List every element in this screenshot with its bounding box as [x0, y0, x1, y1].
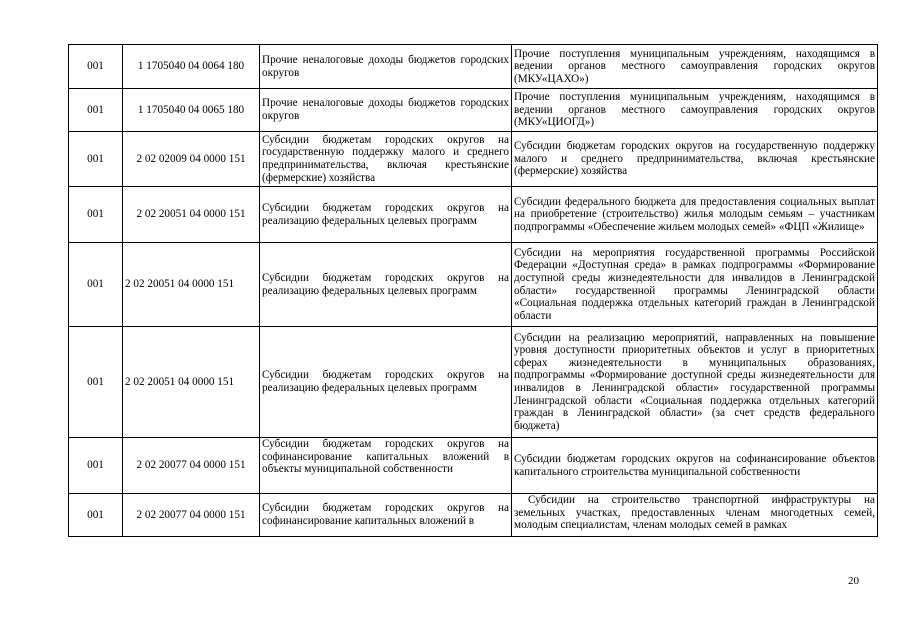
revenue-name-cell: Субсидии бюджетам городских округов на реализацию федеральных целевых программ: [260, 327, 512, 438]
budget-code-cell: 2 02 20051 04 0000 151: [123, 243, 260, 327]
budget-code-cell: 2 02 20051 04 0000 151: [123, 327, 260, 438]
budget-code-cell: 2 02 20077 04 0000 151: [123, 438, 260, 494]
budget-code-cell: 1 1705040 04 0065 180: [123, 89, 260, 132]
revenue-description-cell: Субсидии на реализацию мероприятий, направленных на повышение уровня доступности приоритетных объектов и услуг в приоритетных сферах жизнедеятельности в муниципальных образованиях, подпрограммы «Формирование доступной среды жизнедеятельности для инвалидов в Ленинградской области» государственной программы Ленинградской области «Социальная поддержка отдельных категорий граждан в Ленинградской области» (за счет средств федерального бюджета): [512, 327, 878, 438]
budget-code-cell: 1 1705040 04 0064 180: [123, 45, 260, 89]
table-row: [69, 327, 878, 438]
revenue-description-cell: Субсидии бюджетам городских округов на софинансирование объектов капитального строительства муниципальной собственности: [512, 438, 878, 494]
admin-code-cell: 001: [69, 132, 123, 187]
budget-code-cell: 2 02 20077 04 0000 151: [123, 494, 260, 537]
revenue-name-cell: Субсидии бюджетам городских округов на реализацию федеральных целевых программ: [260, 243, 512, 327]
revenue-description-cell: Прочие поступления муниципальным учреждениям, находящимся в ведении органов местного самоуправления городских округов (МКУ«ЦАХО»): [512, 45, 878, 89]
revenue-name-cell: Субсидии бюджетам городских округов на реализацию федеральных целевых программ: [260, 187, 512, 243]
revenue-codes-table: [68, 44, 878, 537]
revenue-description-cell: Прочие поступления муниципальным учреждениям, находящимся в ведении органов местного самоуправления городских округов (МКУ«ЦИОГД»): [512, 89, 878, 132]
revenue-description-cell: Субсидии на мероприятия государственной программы Российской Федерации «Доступная среда» в рамках подпрограммы «Формирование доступной среды жизнедеятельности для инвалидов в Ленинградской области» государственной программы Ленинградской области «Социальная поддержка отдельных категорий граждан в Ленинградской области: [512, 243, 878, 327]
table-row: [69, 243, 878, 327]
budget-code-cell: 2 02 20051 04 0000 151: [123, 187, 260, 243]
revenue-description-cell: Субсидии федерального бюджета для предоставления социальных выплат на приобретение (строительство) жилья молодым семьям – участникам подпрограммы «Обеспечение жильем молодых семей» «ФЦП «Жилище»: [512, 187, 878, 243]
admin-code-cell: 001: [69, 494, 123, 537]
admin-code-cell: 001: [69, 243, 123, 327]
table-row: [69, 187, 878, 243]
table-row: [69, 45, 878, 89]
admin-code-cell: 001: [69, 327, 123, 438]
revenue-description-cell: Субсидии на строительство транспортной инфраструктуры на земельных участках, предоставленных членам многодетных семей, молодым специалистам, членам молодых семей в рамках: [512, 494, 878, 537]
page-number: 20: [848, 575, 859, 587]
revenue-name-cell: Субсидии бюджетам городских округов на государственную поддержку малого и среднего предпринимательства, включая крестьянские (фермерские) хозяйства: [260, 132, 512, 187]
revenue-name-cell: Субсидии бюджетам городских округов на софинансирование капитальных вложений в: [260, 494, 512, 537]
revenue-name-cell: Прочие неналоговые доходы бюджетов городских округов: [260, 89, 512, 132]
revenue-description-cell: Субсидии бюджетам городских округов на государственную поддержку малого и среднего предпринимательства, включая крестьянские (фермерские) хозяйства: [512, 132, 878, 187]
admin-code-cell: 001: [69, 45, 123, 89]
table-row: [69, 132, 878, 187]
admin-code-cell: 001: [69, 438, 123, 494]
table-row: [69, 438, 878, 494]
revenue-name-cell: Прочие неналоговые доходы бюджетов городских округов: [260, 45, 512, 89]
table-row: [69, 89, 878, 132]
revenue-name-cell: Субсидии бюджетам городских округов на софинансирование капитальных вложений в объекты муниципальной собственности: [260, 438, 512, 494]
admin-code-cell: 001: [69, 89, 123, 132]
admin-code-cell: 001: [69, 187, 123, 243]
budget-code-cell: 2 02 02009 04 0000 151: [123, 132, 260, 187]
table-row: [69, 494, 878, 537]
